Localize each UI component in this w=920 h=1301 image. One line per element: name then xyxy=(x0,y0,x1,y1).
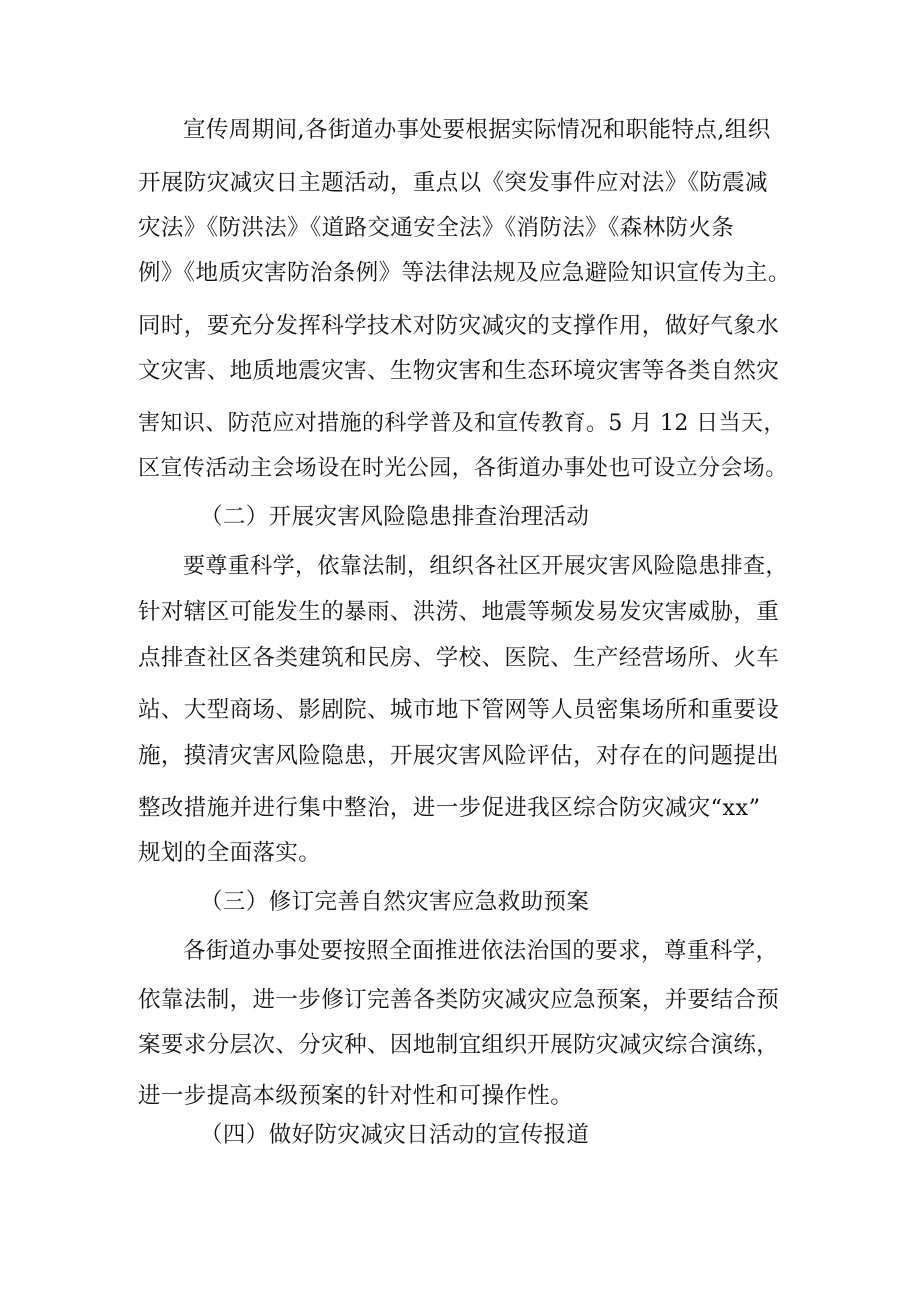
paragraph-line: 站、大型商场、影剧院、城市地下管网等人员密集场所和重要设 xyxy=(138,697,780,723)
section-heading: （四）做好防灾减灾日活动的宣传报道 xyxy=(200,1122,590,1148)
paragraph-line: 案要求分层次、分灾种、因地制宜组织开展防灾减灾综合演练， xyxy=(138,1032,780,1058)
paragraph-line: 整改措施并进行集中整治，进一步促进我区综合防灾减灾“xx” xyxy=(138,795,761,821)
paragraph-line: 区宣传活动主会场设在时光公园，各街道办事处也可设立分会场。 xyxy=(138,456,788,481)
section-heading: （二）开展灾害风险隐患排查治理活动 xyxy=(200,504,590,530)
paragraph-line: 文灾害、地质地震灾害、生物灾害和生态环境灾害等各类自然灾 xyxy=(138,358,780,384)
paragraph-line: 害知识、防范应对措施的科学普及和宣传教育。5 月 12 日当天， xyxy=(138,411,786,436)
paragraph-line: 灾法》《防洪法》《道路交通安全法》《消防法》《森林防火条 xyxy=(138,215,735,241)
paragraph-line: 宣传周期间,各街道办事处要根据实际情况和职能特点,组织 xyxy=(183,117,771,143)
section-heading: （三）修订完善自然灾害应急救助预案 xyxy=(200,889,590,915)
paragraph-line: 各街道办事处要按照全面推进依法治国的要求，尊重科学， xyxy=(183,938,779,964)
paragraph-line: 进一步提高本级预案的针对性和可操作性。 xyxy=(138,1083,574,1109)
paragraph-line: 要尊重科学，依靠法制，组织各社区开展灾害风险隐患排查， xyxy=(183,554,788,579)
paragraph-line: 针对辖区可能发生的暴雨、洪涝、地震等频发易发灾害威胁，重 xyxy=(138,599,780,625)
paragraph-line: 开展防灾减灾日主题活动，重点以《突发事件应对法》《防震减 xyxy=(138,170,768,196)
paragraph-line: 例》《地质灾害防治条例》等法律法规及应急避险知识宣传为主。 xyxy=(138,260,791,286)
paragraph-line: 依靠法制，进一步修订完善各类防灾减灾应急预案，并要结合预 xyxy=(138,987,780,1013)
paragraph-line: 同时，要充分发挥科学技术对防灾减灾的支撑作用，做好气象水 xyxy=(138,313,780,339)
paragraph-line: 规划的全面落实。 xyxy=(138,840,322,866)
paragraph-line: 施，摸清灾害风险隐患，开展灾害风险评估，对存在的问题提出 xyxy=(138,743,780,769)
paragraph-line: 点排查社区各类建筑和民房、学校、医院、生产经营场所、火车 xyxy=(138,645,780,671)
